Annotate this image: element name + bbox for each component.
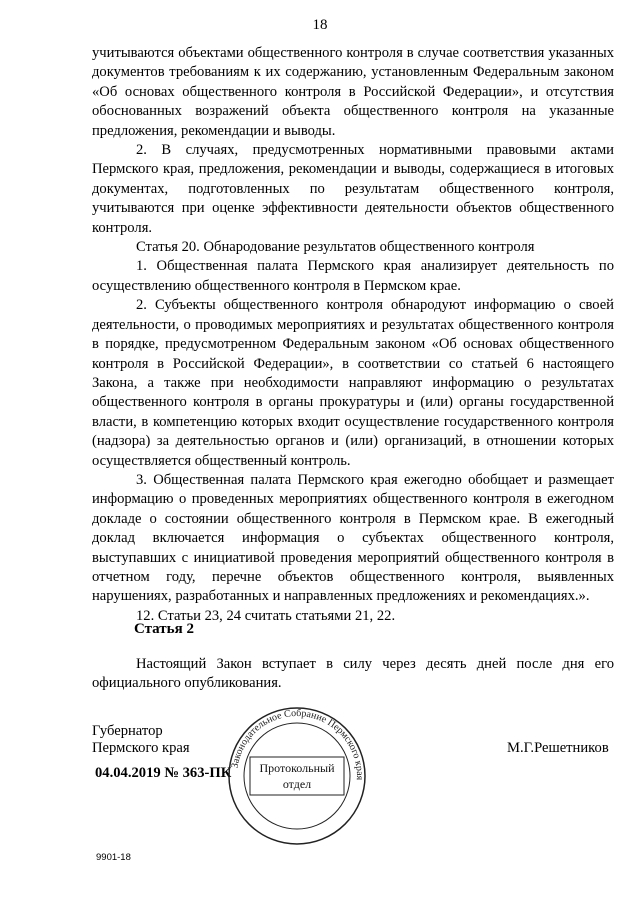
article-20-heading: Статья 20. Обнародование результатов общественного контроля xyxy=(136,239,535,256)
page-number: 18 xyxy=(312,17,328,33)
signatory-name: М.Г.Решетников xyxy=(507,740,609,756)
signatory-title-line1: Губернатор xyxy=(92,723,163,739)
paragraph-item-2: 2. В случаях, предусмотренных нормативными правовыми актами Пермского края, предложения, рекомендации и выводы, содержащиеся в итоговых документах, подготовленных по результатам общественного контроля, учитываются при оценке эффективности деятельности объектов общественного контроля. xyxy=(92,142,614,236)
stamp-inner-line1: Протокольный xyxy=(259,761,335,775)
paragraph-continuation: учитываются объектами общественного контроля в случае соответствия указанных документов требованиям к их содержанию, установленным Федеральным законом «Об основах общественного контроля в Российской Федерации», и отсутствия обоснованных возражений объекта общественного контроля на указанные предложения, рекомендации и выводы. xyxy=(92,45,614,139)
law-date-number: 04.04.2019 № 363-ПК xyxy=(95,765,232,781)
item-12-renumbering: 12. Статьи 23, 24 считать статьями 21, 22. xyxy=(136,607,396,624)
law-text-body xyxy=(92,44,614,626)
article-20-item-1: 1. Общественная палата Пермского края анализирует деятельность по осуществлению общественного контроля в Пермском крае. xyxy=(92,258,614,294)
document-code: 9901-18 xyxy=(96,852,131,863)
office-stamp xyxy=(226,705,368,847)
signatory-title xyxy=(92,723,190,757)
article-2-heading: Статья 2 xyxy=(134,621,194,637)
article-20-item-2: 2. Субъекты общественного контроля обнародуют информацию о своей деятельности, о проводимых мероприятиях и результатах общественного контроля в порядке, предусмотренном Федеральным законом «Об основах общественного контроля в Российской Федерации», в соответствии со статьей 6 настоящего Закона, а также при необходимости направляют информацию о результатах общественного контроля в органы прокуратуры и (или) органы государственной власти, в компетенцию которых входит осуществление государственного контроля (надзора) за деятельностью органов и (или) организаций, в отношении которых осуществляется общественный контроль. xyxy=(92,297,614,469)
stamp-inner-line2: отдел xyxy=(282,777,312,791)
enactment-paragraph: Настоящий Закон вступает в силу через десять дней после дня его официального опубликования. xyxy=(92,656,614,692)
signatory-title-line2: Пермского края xyxy=(92,740,190,756)
stamp-ring-text: Законодательное Собрание Пермского края xyxy=(229,707,366,781)
article-20-item-3: 3. Общественная палата Пермского края ежегодно обобщает и размещает информацию о проведенных мероприятиях общественного контроля в ежегодном докладе о состоянии общественного контроля в Пермском крае. В ежегодный доклад включается информация о субъектах общественного контроля, выступавших с инициативой проведения мероприятий общественного контроля в отчетном году, перечне объектов общественного контроля, выявленных нарушениях, разработанных и направленных предложениях и рекомендациях.». xyxy=(92,471,614,605)
